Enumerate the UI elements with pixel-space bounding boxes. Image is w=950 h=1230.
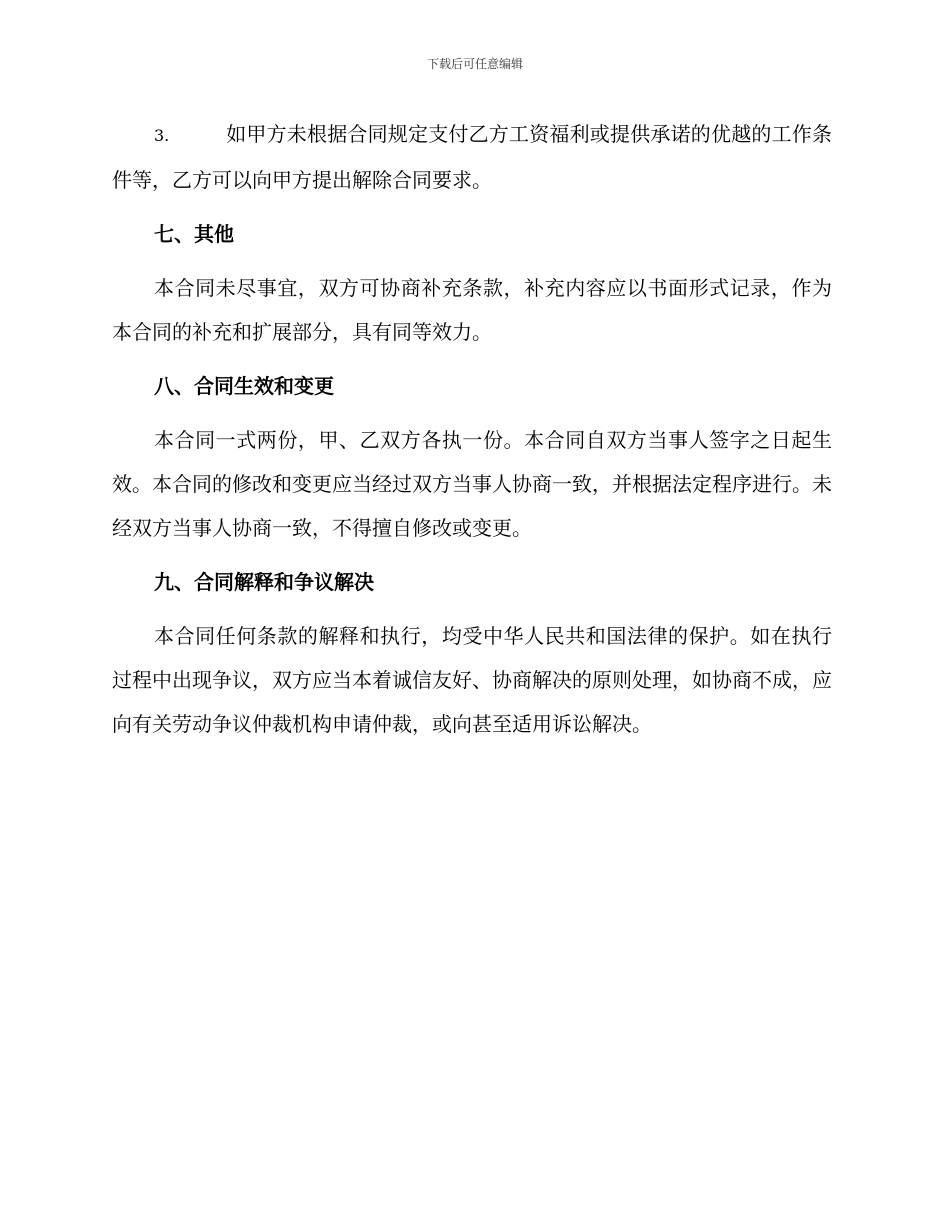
section-7-title: 七、其他 [154, 222, 234, 246]
section-9-title: 九、合同解释和争议解决 [154, 570, 374, 594]
section-8-body: 本合同一式两份，甲、乙双方各执一份。本合同自双方当事人签字之日起生效。本合同的修改和变更应当经过双方当事人协商一致，并根据法定程序进行。未经双方当事人协商一致，不得擅自修改或变更。 [112, 428, 832, 540]
section-8-title: 八、合同生效和变更 [154, 374, 334, 398]
page-header: 下载后可任意编辑 [426, 57, 523, 71]
section-7-body: 本合同未尽事宜，双方可协商补充条款，补充内容应以书面形式记录，作为本合同的补充和扩展部分，具有同等效力。 [112, 276, 832, 344]
section-9-body: 本合同任何条款的解释和执行，均受中华人民共和国法律的保护。如在执行过程中出现争议，双方应当本着诚信友好、协商解决的原则处理，如协商不成，应向有关劳动争议仲裁机构申请仲裁，或向甚至适用诉讼解决。 [112, 624, 832, 736]
document-content [112, 112, 832, 756]
clause-3-text: 如甲方未根据合同规定支付乙方工资福利或提供承诺的优越的工作条件等，乙方可以向甲方提出解除合同要求。 [112, 122, 832, 192]
clause-number: 3. [154, 126, 170, 145]
clause-3 [112, 112, 832, 202]
